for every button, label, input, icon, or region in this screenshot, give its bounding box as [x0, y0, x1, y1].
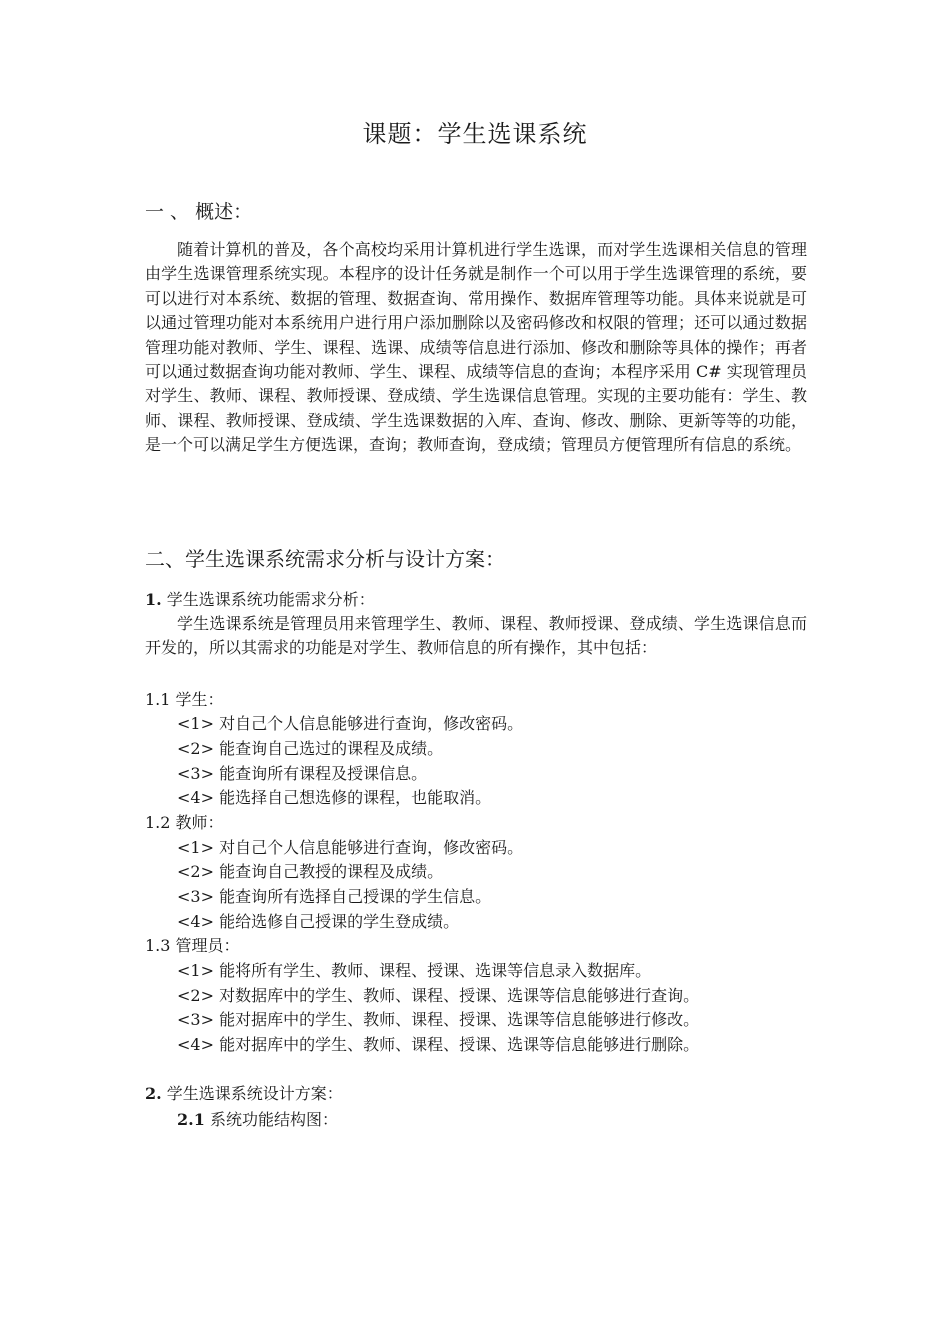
- list-item: <1> 对自己个人信息能够进行查询，修改密码。: [177, 714, 524, 733]
- subsection-1-number: 1.: [145, 590, 162, 609]
- list-item: <3> 能对据库中的学生、教师、课程、授课、选课等信息能够进行修改。: [177, 1010, 700, 1029]
- list-item: <4> 能选择自己想选修的课程，也能取消。: [177, 788, 492, 807]
- group-teacher-label: 1.2 教师：: [145, 813, 224, 832]
- list-item: <2> 对数据库中的学生、教师、课程、授课、选课等信息能够进行查询。: [177, 986, 700, 1005]
- list-item: <4> 能给选修自己授课的学生登成绩。: [177, 912, 460, 931]
- group-student-label: 1.1 学生：: [145, 690, 224, 709]
- list-item: <3> 能查询所有课程及授课信息。: [177, 764, 428, 783]
- list-item: <3> 能查询所有选择自己授课的学生信息。: [177, 887, 492, 906]
- section-1-paragraph: 随着计算机的普及，各个高校均采用计算机进行学生选课，而对学生选课相关信息的管理由学生选课管理系统实现。本程序的设计任务就是制作一个可以用于学生选课管理的系统，要可以进行对本系统、数据的管理、数据查询、常用操作、数据库管理等功能。具体来说就是可以通过管理功能对本系统用户进行用户添加删除以及密码修改和权限的管理；还可以通过数据管理功能对教师、学生、课程、选课、成绩等信息进行添加、修改和删除等具体的操作；再者可以通过数据查询功能对教师、学生、课程、成绩等信息的查询；本程序采用 C# 实现管理员对学生、教师、课程、教师授课、登成绩、学生选课信息管理。实现的主要功能有：学生、教师、课程、教师授课、登成绩、学生选课数据的入库、查询、修改、删除、更新等等的功能，是一个可以满足学生方便选课，查询；教师查询，登成绩；管理员方便管理所有信息的系统。: [145, 240, 807, 455]
- subsection-2-title: 学生选课系统设计方案：: [166, 1084, 343, 1103]
- subsection-2-1-number: 2.1: [177, 1110, 205, 1129]
- list-item: <4> 能对据库中的学生、教师、课程、授课、选课等信息能够进行删除。: [177, 1035, 700, 1054]
- list-item: <1> 对自己个人信息能够进行查询，修改密码。: [177, 838, 524, 857]
- list-item: <2> 能查询自己教授的课程及成绩。: [177, 862, 444, 881]
- list-item: <2> 能查询自己选过的课程及成绩。: [177, 739, 444, 758]
- list-item: <1> 能将所有学生、教师、课程、授课、选课等信息录入数据库。: [177, 961, 652, 980]
- section-2-heading: 二、学生选课系统需求分析与设计方案：: [145, 547, 505, 571]
- subsection-1-intro: 学生选课系统是管理员用来管理学生、教师、课程、教师授课、登成绩、学生选课信息而开发的，所以其需求的功能是对学生、教师信息的所有操作，其中包括：: [145, 614, 807, 657]
- subsection-2-number: 2.: [145, 1084, 162, 1103]
- page-title: 课题：学生选课系统: [362, 120, 588, 148]
- subsection-1-heading: [145, 588, 375, 612]
- subsection-2-1-title: 系统功能结构图：: [209, 1110, 338, 1129]
- section-1-heading: 一 、 概述：: [145, 201, 253, 223]
- subsection-2-heading: [145, 1082, 343, 1106]
- subsection-2-1-heading: [177, 1108, 338, 1132]
- group-admin-label: 1.3 管理员：: [145, 936, 240, 955]
- subsection-1-title: 学生选课系统功能需求分析：: [166, 590, 375, 609]
